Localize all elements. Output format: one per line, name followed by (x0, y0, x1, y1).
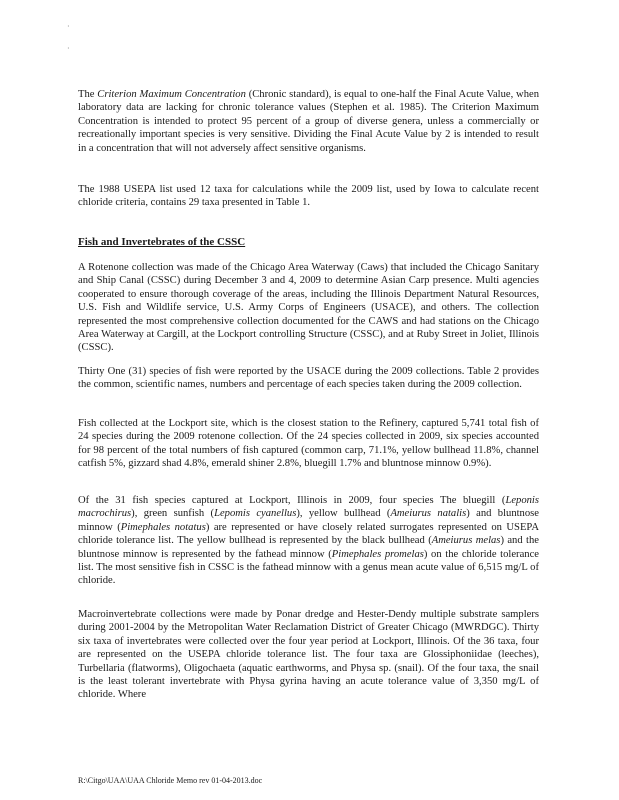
paragraph-thirty-one-species: Thirty One (31) species of fish were reported by the USACE during the 2009 collections. Table 2 provides the common, scientific names, numbers and percentage of each species taken during the 2009 collection. (78, 366, 539, 391)
file-path-footer: R:\Citgo\UAA\UAA Chloride Memo rev 01-04-2013.doc (78, 776, 263, 785)
paragraph-criterion-maximum: The Criterion Maximum Concentration (Chronic standard), is equal to one-half the Final Acute Value, when laboratory data are lacking for chronic tolerance values (Stephen et al. 1985). The Criterion Maximum Concentration is intended to protect 95 percent of a group of diverse genera, unless a commercially or recreationally important species is very sensitive. Dividing the Final Acute Value by 2 is intended to result in a concentration that will not adversely affect sensitive organisms. (78, 89, 539, 154)
paragraph-macroinvertebrates: Macroinvertebrate collections were made by Ponar dredge and Hester-Dendy multiple substrate samplers during 2001-2004 by the Metropolitan Water Reclamation District of Greater Chicago (MWRDGC). Thirty six taxa of invertebrates were collected over the four year period at Lockport, Illinois. Of the 36 taxa, four are represented on the USEPA chloride tolerance list. The four taxa are Glossiphoniidae (leeches), Turbellaria (flatworms), Oligochaeta (aquatic earthworms, and Physa sp. (snail). Of the four taxa, the snail is the least tolerant invertebrate with Physa gyrina having an acute tolerance value of 3,350 mg/L of chloride. Where (78, 609, 539, 701)
scan-mark: · (67, 44, 70, 53)
criterion-term: Criterion Maximum Concentration (97, 89, 246, 100)
paragraph-chloride-surrogates: Of the 31 fish species captured at Lockport, Illinois in 2009, four species The bluegill (Leponis macrochirus), green sunfish (Lepomis cyanellus), yellow bullhead (Ameiurus natalis) and bluntnose minnow (Pimephales notatus) are represented or have closely related surrogates represented on USEPA chloride tolerance list. The yellow bullhead is represented by the black bullhead (Ameiurus melas) and the bluntnose minnow is represented by the fathead minnow (Pimephales promelas) on the chloride tolerance list. The most sensitive fish in CSSC is the fathead minnow with a genus mean acute value of 6,515 mg/L of chloride. (78, 495, 539, 587)
paragraph-rotenone-collection: A Rotenone collection was made of the Chicago Area Waterway (Caws) that included the Chicago Sanitary and Ship Canal (CSSC) during December 3 and 4, 2009 to determine Asian Carp presence. Multi agencies cooperated to ensure thorough coverage of the areas, including the Illinois Department Natural Resources, U.S. Fish and Wildlife service, U.S. Army Corps of Engineers (USACE), and others. The collection represented the most comprehensive collection documented for the CAWS and had stations on the Chicago Area Waterway at Cargill, at the Lockport controlling Structure (CSSC), and at Ruby Street in Joliet, Illinois (CSSC). (78, 262, 539, 354)
section-heading: Fish and Invertebrates of the CSSC (78, 236, 246, 248)
paragraph-usepa-list: The 1988 USEPA list used 12 taxa for calculations while the 2009 list, used by Iowa to calculate recent chloride criteria, contains 29 taxa presented in Table 1. (78, 184, 539, 209)
scan-mark: · (67, 22, 70, 31)
paragraph-lockport-fish: Fish collected at the Lockport site, which is the closest station to the Refinery, captured 5,741 total fish of 24 species during the 2009 rotenone collection. Of the 24 species collected in 2009, six species accounted for 98 percent of the total numbers of fish captured (common carp, 71.1%, yellow bullhead 11.8%, channel catfish 5%, gizzard shad 4.8%, emerald shiner 2.8%, bluegill 1.7% and bluntnose minnow 0.9%). (78, 418, 539, 470)
